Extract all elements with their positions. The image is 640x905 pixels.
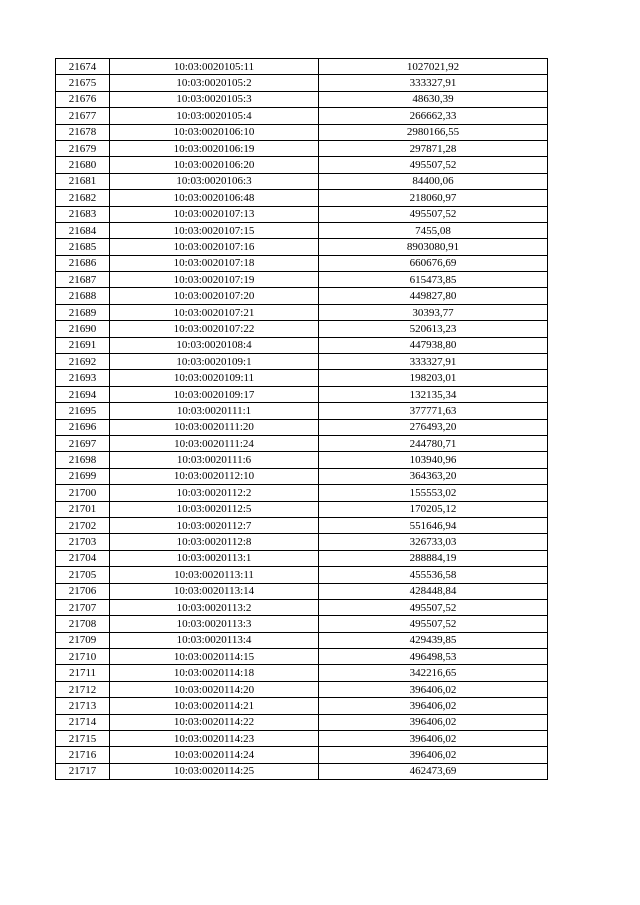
- row-number-cell: 21677: [56, 108, 110, 124]
- cadastral-number-cell: 10:03:0020107:22: [110, 321, 319, 337]
- table-row: [56, 304, 548, 320]
- amount-cell: 429439,85: [319, 632, 548, 648]
- amount-cell: 396406,02: [319, 714, 548, 730]
- row-number-cell: 21708: [56, 616, 110, 632]
- cadastral-number-cell: 10:03:0020114:23: [110, 731, 319, 747]
- row-number-cell: 21688: [56, 288, 110, 304]
- amount-cell: 428448,84: [319, 583, 548, 599]
- amount-cell: 615473,85: [319, 272, 548, 288]
- row-number-cell: 21691: [56, 337, 110, 353]
- cadastral-number-cell: 10:03:0020112:2: [110, 485, 319, 501]
- amount-cell: 218060,97: [319, 190, 548, 206]
- table-row: [56, 354, 548, 370]
- table-row: [56, 206, 548, 222]
- table-row: [56, 452, 548, 468]
- cadastral-number-cell: 10:03:0020112:10: [110, 468, 319, 484]
- data-table: [55, 58, 548, 780]
- cadastral-number-cell: 10:03:0020107:19: [110, 272, 319, 288]
- amount-cell: 333327,91: [319, 75, 548, 91]
- cadastral-number-cell: 10:03:0020112:8: [110, 534, 319, 550]
- row-number-cell: 21706: [56, 583, 110, 599]
- amount-cell: 462473,69: [319, 763, 548, 779]
- row-number-cell: 21698: [56, 452, 110, 468]
- table-row: [56, 157, 548, 173]
- row-number-cell: 21676: [56, 91, 110, 107]
- amount-cell: 551646,94: [319, 517, 548, 533]
- amount-cell: 8903080,91: [319, 239, 548, 255]
- row-number-cell: 21681: [56, 173, 110, 189]
- cadastral-number-cell: 10:03:0020106:10: [110, 124, 319, 140]
- row-number-cell: 21697: [56, 435, 110, 451]
- cadastral-number-cell: 10:03:0020113:2: [110, 599, 319, 615]
- amount-cell: 495507,52: [319, 616, 548, 632]
- row-number-cell: 21682: [56, 190, 110, 206]
- cadastral-number-cell: 10:03:0020105:2: [110, 75, 319, 91]
- amount-cell: 377771,63: [319, 403, 548, 419]
- cadastral-number-cell: 10:03:0020114:22: [110, 714, 319, 730]
- cadastral-number-cell: 10:03:0020114:15: [110, 649, 319, 665]
- cadastral-number-cell: 10:03:0020114:18: [110, 665, 319, 681]
- table-row: [56, 59, 548, 75]
- row-number-cell: 21707: [56, 599, 110, 615]
- table-row: [56, 321, 548, 337]
- cadastral-number-cell: 10:03:0020107:21: [110, 304, 319, 320]
- cadastral-number-cell: 10:03:0020105:11: [110, 59, 319, 75]
- cadastral-number-cell: 10:03:0020111:24: [110, 435, 319, 451]
- amount-cell: 326733,03: [319, 534, 548, 550]
- row-number-cell: 21716: [56, 747, 110, 763]
- row-number-cell: 21689: [56, 304, 110, 320]
- table-row: [56, 108, 548, 124]
- row-number-cell: 21702: [56, 517, 110, 533]
- amount-cell: 30393,77: [319, 304, 548, 320]
- row-number-cell: 21712: [56, 681, 110, 697]
- amount-cell: 84400,06: [319, 173, 548, 189]
- amount-cell: 342216,65: [319, 665, 548, 681]
- row-number-cell: 21700: [56, 485, 110, 501]
- cadastral-number-cell: 10:03:0020106:19: [110, 140, 319, 156]
- amount-cell: 7455,08: [319, 222, 548, 238]
- amount-cell: 496498,53: [319, 649, 548, 665]
- table-row: [56, 632, 548, 648]
- amount-cell: 520613,23: [319, 321, 548, 337]
- row-number-cell: 21703: [56, 534, 110, 550]
- amount-cell: 495507,52: [319, 599, 548, 615]
- row-number-cell: 21714: [56, 714, 110, 730]
- table-row: [56, 583, 548, 599]
- amount-cell: 364363,20: [319, 468, 548, 484]
- table-row: [56, 190, 548, 206]
- cadastral-number-cell: 10:03:0020113:11: [110, 567, 319, 583]
- amount-cell: 396406,02: [319, 681, 548, 697]
- cadastral-number-cell: 10:03:0020111:6: [110, 452, 319, 468]
- row-number-cell: 21710: [56, 649, 110, 665]
- table-row: [56, 173, 548, 189]
- row-number-cell: 21693: [56, 370, 110, 386]
- row-number-cell: 21704: [56, 550, 110, 566]
- cadastral-number-cell: 10:03:0020114:24: [110, 747, 319, 763]
- cadastral-number-cell: 10:03:0020106:3: [110, 173, 319, 189]
- table-row: [56, 337, 548, 353]
- amount-cell: 455536,58: [319, 567, 548, 583]
- table-row: [56, 517, 548, 533]
- cadastral-number-cell: 10:03:0020109:11: [110, 370, 319, 386]
- cadastral-number-cell: 10:03:0020114:21: [110, 698, 319, 714]
- cadastral-number-cell: 10:03:0020107:15: [110, 222, 319, 238]
- amount-cell: 660676,69: [319, 255, 548, 271]
- cadastral-number-cell: 10:03:0020113:14: [110, 583, 319, 599]
- amount-cell: 333327,91: [319, 354, 548, 370]
- table-row: [56, 567, 548, 583]
- row-number-cell: 21717: [56, 763, 110, 779]
- table-row: [56, 288, 548, 304]
- cadastral-number-cell: 10:03:0020105:4: [110, 108, 319, 124]
- cadastral-number-cell: 10:03:0020105:3: [110, 91, 319, 107]
- cadastral-number-cell: 10:03:0020106:20: [110, 157, 319, 173]
- table-row: [56, 681, 548, 697]
- cadastral-number-cell: 10:03:0020113:4: [110, 632, 319, 648]
- table-row: [56, 599, 548, 615]
- table-row: [56, 468, 548, 484]
- table-row: [56, 255, 548, 271]
- amount-cell: 495507,52: [319, 157, 548, 173]
- amount-cell: 244780,71: [319, 435, 548, 451]
- table-row: [56, 403, 548, 419]
- cadastral-number-cell: 10:03:0020109:17: [110, 386, 319, 402]
- amount-cell: 1027021,92: [319, 59, 548, 75]
- row-number-cell: 21709: [56, 632, 110, 648]
- row-number-cell: 21680: [56, 157, 110, 173]
- row-number-cell: 21674: [56, 59, 110, 75]
- row-number-cell: 21701: [56, 501, 110, 517]
- amount-cell: 396406,02: [319, 747, 548, 763]
- amount-cell: 288884,19: [319, 550, 548, 566]
- table-row: [56, 435, 548, 451]
- table-row: [56, 272, 548, 288]
- table-row: [56, 140, 548, 156]
- amount-cell: 103940,96: [319, 452, 548, 468]
- row-number-cell: 21696: [56, 419, 110, 435]
- table-row: [56, 419, 548, 435]
- cadastral-number-cell: 10:03:0020112:7: [110, 517, 319, 533]
- amount-cell: 449827,80: [319, 288, 548, 304]
- cadastral-number-cell: 10:03:0020107:18: [110, 255, 319, 271]
- cadastral-number-cell: 10:03:0020106:48: [110, 190, 319, 206]
- amount-cell: 297871,28: [319, 140, 548, 156]
- row-number-cell: 21699: [56, 468, 110, 484]
- cadastral-number-cell: 10:03:0020114:20: [110, 681, 319, 697]
- table-row: [56, 714, 548, 730]
- row-number-cell: 21684: [56, 222, 110, 238]
- amount-cell: 495507,52: [319, 206, 548, 222]
- amount-cell: 447938,80: [319, 337, 548, 353]
- amount-cell: 48630,39: [319, 91, 548, 107]
- cadastral-number-cell: 10:03:0020114:25: [110, 763, 319, 779]
- amount-cell: 170205,12: [319, 501, 548, 517]
- table-row: [56, 616, 548, 632]
- table-row: [56, 485, 548, 501]
- row-number-cell: 21705: [56, 567, 110, 583]
- row-number-cell: 21686: [56, 255, 110, 271]
- table-row: [56, 698, 548, 714]
- cadastral-number-cell: 10:03:0020109:1: [110, 354, 319, 370]
- cadastral-number-cell: 10:03:0020113:3: [110, 616, 319, 632]
- table-row: [56, 222, 548, 238]
- amount-cell: 132135,34: [319, 386, 548, 402]
- amount-cell: 266662,33: [319, 108, 548, 124]
- table-row: [56, 534, 548, 550]
- row-number-cell: 21685: [56, 239, 110, 255]
- table-body: [56, 59, 548, 780]
- table-row: [56, 386, 548, 402]
- amount-cell: 396406,02: [319, 698, 548, 714]
- table-row: [56, 665, 548, 681]
- table-row: [56, 239, 548, 255]
- row-number-cell: 21687: [56, 272, 110, 288]
- cadastral-number-cell: 10:03:0020111:20: [110, 419, 319, 435]
- row-number-cell: 21715: [56, 731, 110, 747]
- table-row: [56, 649, 548, 665]
- table-row: [56, 124, 548, 140]
- row-number-cell: 21692: [56, 354, 110, 370]
- cadastral-number-cell: 10:03:0020107:13: [110, 206, 319, 222]
- row-number-cell: 21675: [56, 75, 110, 91]
- table-row: [56, 370, 548, 386]
- amount-cell: 276493,20: [319, 419, 548, 435]
- row-number-cell: 21678: [56, 124, 110, 140]
- cadastral-number-cell: 10:03:0020107:16: [110, 239, 319, 255]
- table-row: [56, 731, 548, 747]
- cadastral-number-cell: 10:03:0020111:1: [110, 403, 319, 419]
- row-number-cell: 21713: [56, 698, 110, 714]
- row-number-cell: 21695: [56, 403, 110, 419]
- amount-cell: 2980166,55: [319, 124, 548, 140]
- cadastral-number-cell: 10:03:0020112:5: [110, 501, 319, 517]
- table-row: [56, 501, 548, 517]
- table-row: [56, 91, 548, 107]
- amount-cell: 198203,01: [319, 370, 548, 386]
- cadastral-number-cell: 10:03:0020108:4: [110, 337, 319, 353]
- row-number-cell: 21683: [56, 206, 110, 222]
- row-number-cell: 21694: [56, 386, 110, 402]
- cadastral-number-cell: 10:03:0020113:1: [110, 550, 319, 566]
- table-row: [56, 747, 548, 763]
- cadastral-number-cell: 10:03:0020107:20: [110, 288, 319, 304]
- row-number-cell: 21711: [56, 665, 110, 681]
- table-row: [56, 75, 548, 91]
- row-number-cell: 21679: [56, 140, 110, 156]
- table-row: [56, 763, 548, 779]
- table-row: [56, 550, 548, 566]
- amount-cell: 396406,02: [319, 731, 548, 747]
- row-number-cell: 21690: [56, 321, 110, 337]
- amount-cell: 155553,02: [319, 485, 548, 501]
